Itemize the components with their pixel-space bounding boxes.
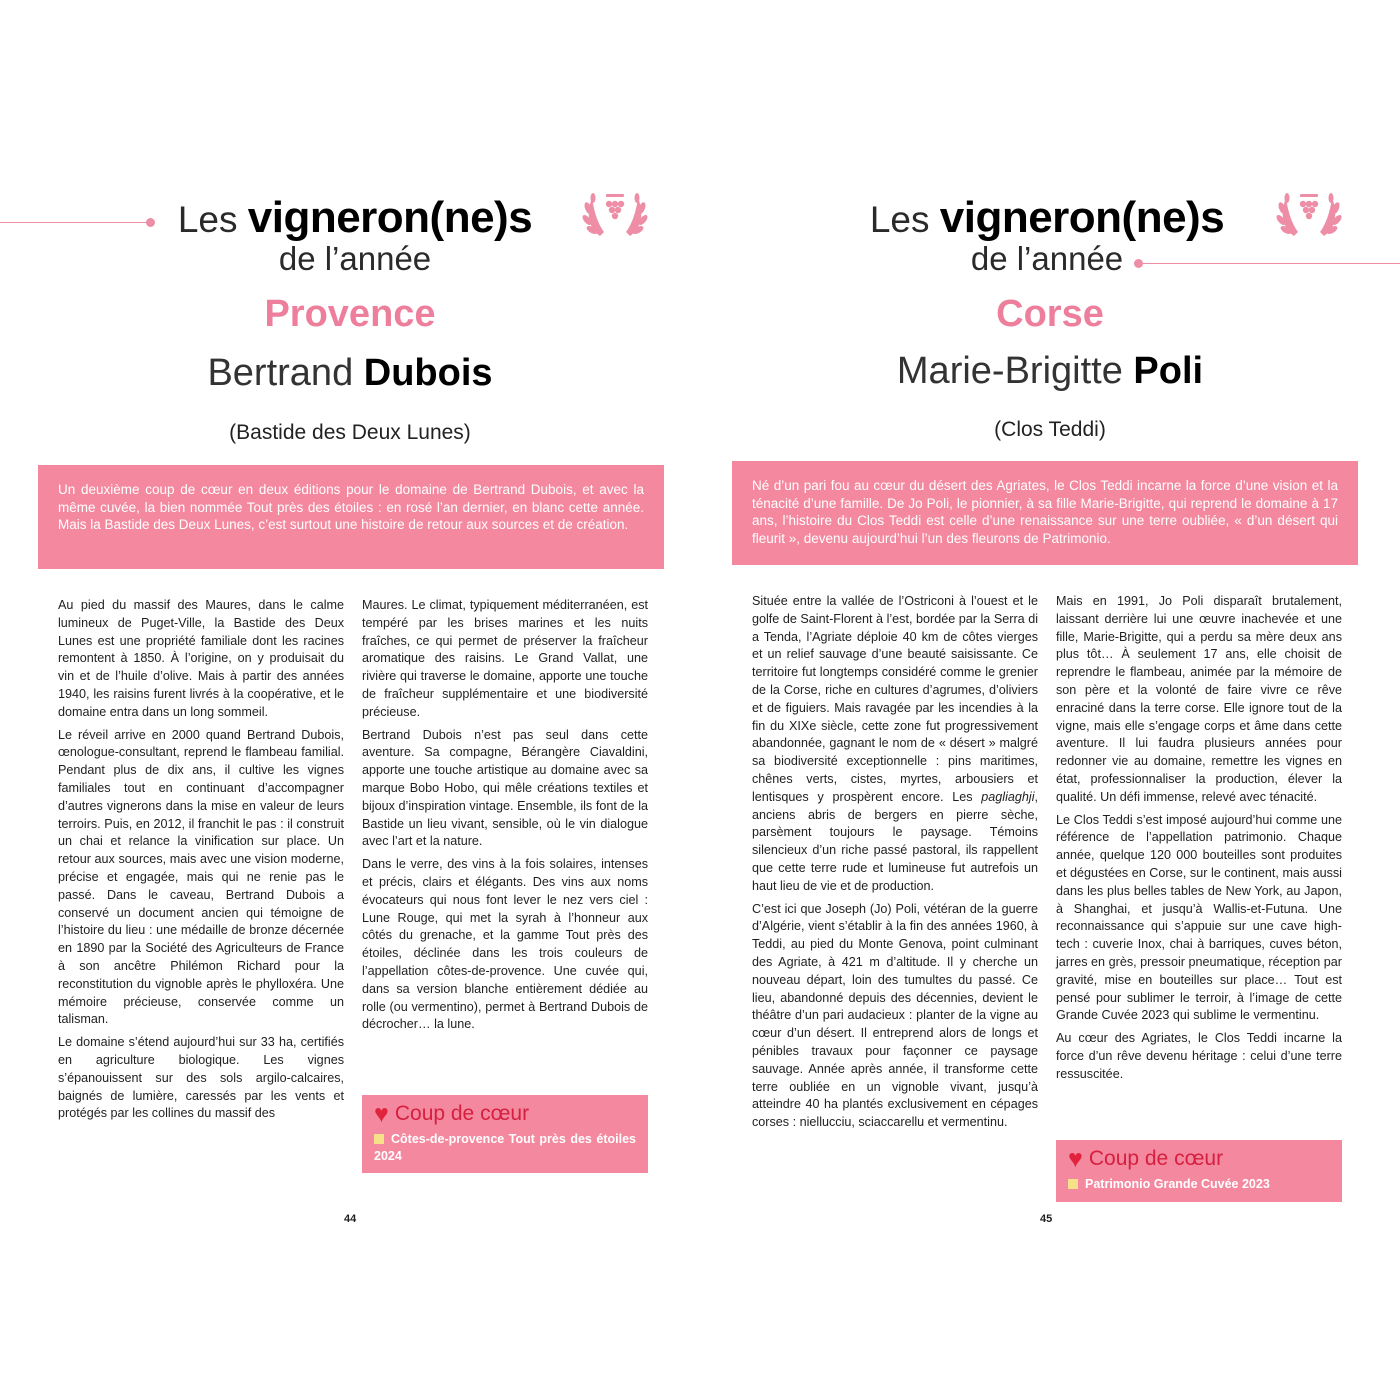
region-name: Corse (996, 293, 1104, 335)
section-title (95, 193, 615, 278)
coup-de-coeur-box (1056, 1140, 1342, 1202)
page-number: 45 (1040, 1213, 1053, 1225)
paragraph: Le réveil arrive en 2000 quand Bertrand Dubois, œnologue-consultant, reprend le flambeau familial. Pendant plus de dix ans, il cultive les vignes familiales tout en continuant d’accompagner d’autres vignerons dans la mise en valeur de leurs terroirs. Puis, en 2012, il franchit le pas : il construit un chai et relance la vinification sur place. Un retour aux sources, mais avec une vision moderne, précise et engagée, mais qui ne renie pas le passé. Dans le caveau, Bertrand Dubois a conservé un document ancien qui témoigne de l’histoire du lieu : une médaille de bronze décernée en 1890 par la Société des Agriculteurs de France à son ancêtre Philémon Richard pour la reconstitution du vignoble après le phylloxéra. Une mémoire précieuse, conservée comme un talisman. (58, 727, 344, 1027)
title-les: Les (869, 199, 940, 240)
coup-de-coeur-item: Patrimonio Grande Cuvée 2023 (1068, 1176, 1330, 1193)
intro-box: Né d’un pari fou au cœur du désert des Agriates, le Clos Teddi incarne la force d’une vision et la ténacité d’une famille. De Jo Poli, le pionnier, à sa fille Marie-Brigitte, qui reprend le domaine à 17 ans, l’histoire du Clos Teddi est celle d’une renaissance sur une terre oubliée, « d’un désert qui fleurit », devenu aujourd’hui l’un des fleurons de Patrimonio. (732, 461, 1358, 565)
page-number: 44 (344, 1213, 357, 1225)
paragraph: C’est ici que Joseph (Jo) Poli, vétéran de la guerre d’Algérie, vient s’établir à la fin des années 1960, à Teddi, au pied du Monte Genova, point culminant des Agriate, à 421 m d’altitude. Il y cherche un nouveau départ, loin des tumultes du passé. Ce lieu, abandonné depuis des décennies, devient le théâtre d’un pari audacieux : planter de la vigne au cœur d’un désert. Il entreprend alors de longs et pénibles travaux pour façonner ce paysage sauvage. Année après année, il transforme cette terre oubliée en un vignoble vivant, jusqu’à atteindre 40 ha plantés exclusivement en cépages corses : niellucciu, sciaccarellu et vermentinu. (752, 901, 1038, 1130)
estate-name: (Bastide des Deux Lunes) (229, 421, 471, 444)
article-column-2 (362, 597, 648, 1039)
title-de-l-annee: de l’année (970, 240, 1124, 277)
paragraph: Au cœur des Agriates, le Clos Teddi incarne la force d’un rêve devenu héritage : celui d’une terre ressuscitée. (1056, 1031, 1342, 1081)
paragraph: Mais en 1991, Jo Poli disparaît brutalement, laissant derrière lui une œuvre inachevée et une fille, Marie-Brigitte, qui a perdu sa mère deux ans plus tôt… À seulement 17 ans, elle choisit de reprendre le flambeau, animée par la mémoire de son père et la volonté de faire vivre ce rêve enraciné dans la terre corse. Elle ignore tout de la vigne, mais elle s’engage corps et âme dans cette aventure. Il lui faudra plusieurs années pour redonner vie au domaine, remettre les vignes en état, professionnaliser la production, élever la qualité. Un défi immense, relevé avec ténacité. (1056, 594, 1342, 804)
region-name: Provence (264, 293, 436, 335)
paragraph: Au pied du massif des Maures, dans le calme lumineux de Puget-Ville, la Bastide des Deux Lunes est une propriété familiale dont les racines remontent à 1850. À l’origine, on y produisait du vin et de l’huile d’olive. Mais à partir des années 1940, les raisins furent livrés à la coopérative, et le domaine entra dans un long sommeil. (58, 598, 344, 719)
intro-box: Un deuxième coup de cœur en deux éditions pour le domaine de Bertrand Dubois, et avec la même cuvée, la bien nommée Tout près des étoiles : en rosé l’an dernier, en blanc cette année. Mais la Bastide des Deux Lunes, c’est surtout une histoire de retour aux sources et de création. (38, 465, 664, 569)
article-column-1 (752, 593, 1038, 1137)
laurel-wreath-grapes-icon (1276, 188, 1342, 240)
bullet-square-icon (1068, 1179, 1078, 1189)
coup-de-coeur-title: Coup de cœur (394, 1102, 530, 1125)
coup-de-coeur-title: Coup de cœur (1088, 1147, 1224, 1170)
first-name: Bertrand (207, 352, 364, 394)
title-les: Les (177, 199, 248, 240)
winemaker-name (700, 350, 1400, 393)
coup-de-coeur-box (362, 1095, 648, 1173)
winemaker-name (0, 352, 700, 395)
paragraph: Le Clos Teddi s’est imposé aujourd’hui comme une référence de l’appellation patrimonio. Chaque année, quelque 120 000 bouteilles sont produites et dégustées en Corse, sur le continent, mais aussi dans les plus belles tables de New York, au Japon, à Shanghai, et jusqu’à Wallis-et-Futuna. Une reconnaissance qui s’appuie sur une cave high-tech : cuverie Inox, chai à barriques, cuves béton, jarres en grès, pressoir pneumatique, réception par gravité, mise en bouteilles sur place… Tout est pensé pour sublimer le terroir, à l’image de cette Grande Cuvée 2023 qui sublime le vermentinu. (1056, 812, 1342, 1023)
bullet-square-icon (374, 1134, 384, 1144)
paragraph: Maures. Le climat, typiquement méditerranéen, est tempéré par les brises marines et les nuits fraîches, ce qui permet de préserver la fraîcheur aromatique des raisins. Le Grand Vallat, une rivière qui traverse le domaine, apporte une touche de fraîcheur supplémentaire et une biodiversité précieuse. (362, 598, 648, 719)
laurel-wreath-grapes-icon (582, 188, 648, 240)
last-name: Poli (1133, 350, 1204, 392)
first-name: Marie-Brigitte (896, 350, 1134, 392)
title-vignerons: vigneron(ne)s (247, 193, 533, 242)
section-title (787, 193, 1307, 278)
paragraph: Bertrand Dubois n’est pas seul dans cette aventure. Sa compagne, Bérangère Ciavaldini, apporte une touche artistique au domaine avec sa marque Bobo Hobo, qui mêle créations textiles et bijoux d’inspiration vintage. Ensemble, ils font de la Bastide un lieu vivant, sensible, où le vin dialogue avec l’art et la nature. (362, 727, 648, 849)
paragraph: Dans le verre, des vins à la fois solaires, intenses et précis, clairs et élégants. Des vins aux noms évocateurs qui nous font lever le nez vers ciel : Lune Rouge, qui met la syrah à l’honneur aux côtés du grenache, et la gamme Tout près des étoiles, déclinée dans les trois couleurs de l’appellation côtes-de-provence. Une cuvée qui, dans sa version blanche entièrement dédiée au rolle (ou vermentino), permet à Bertrand Dubois de décrocher… la lune. (362, 857, 648, 1032)
heart-icon: ♥ (374, 1100, 389, 1128)
page-right (700, 0, 1400, 1400)
heart-icon: ♥ (1068, 1145, 1083, 1173)
title-de-l-annee: de l’année (278, 240, 432, 277)
paragraph: Le domaine s’étend aujourd’hui sur 33 ha, certifiés en agriculture biologique. Les vignes s’épanouissent sur des sols argilo-calcaires, baignés de lumière, caressés par les vents et protégés par les collines du massif des (58, 1035, 344, 1121)
paragraph: Située entre la vallée de l’Ostriconi à l’ouest et le golfe de Saint-Florent à l’est, bordée par la Serra di a Tenda, l’Agriate déploie 40 km de côtes vierges et un relief sauvage d’une beauté saisissante. Ce territoire fut longtemps considéré comme le grenier de la Corse, riche en cultures d’agrumes, d’oliviers et de figuiers. Mais ravagée par les incendies à la fin du XIXe siècle, cette zone fut progressivement abandonnée, gagnant le nom de « désert » malgré sa biodiversité exceptionnelle : pins maritimes, chênes verts, cistes, myrtes, arbousiers et lentisques y prospèrent encore. Les pagliaghji, anciens abris de bergers en pierre sèche, parsèment toujours le paysage. Témoins silencieux d’un riche passé pastoral, ils rappellent que cette terre rude et lumineuse fut autrefois un haut lieu de vie et de production. (752, 594, 1038, 893)
article-column-1 (58, 597, 344, 1128)
article-column-2 (1056, 593, 1342, 1089)
coup-de-coeur-item: Côtes-de-provence Tout près des étoiles 2024 (374, 1132, 636, 1163)
title-vignerons: vigneron(ne)s (939, 193, 1225, 242)
last-name: Dubois (363, 352, 493, 394)
estate-name: (Clos Teddi) (994, 418, 1106, 441)
